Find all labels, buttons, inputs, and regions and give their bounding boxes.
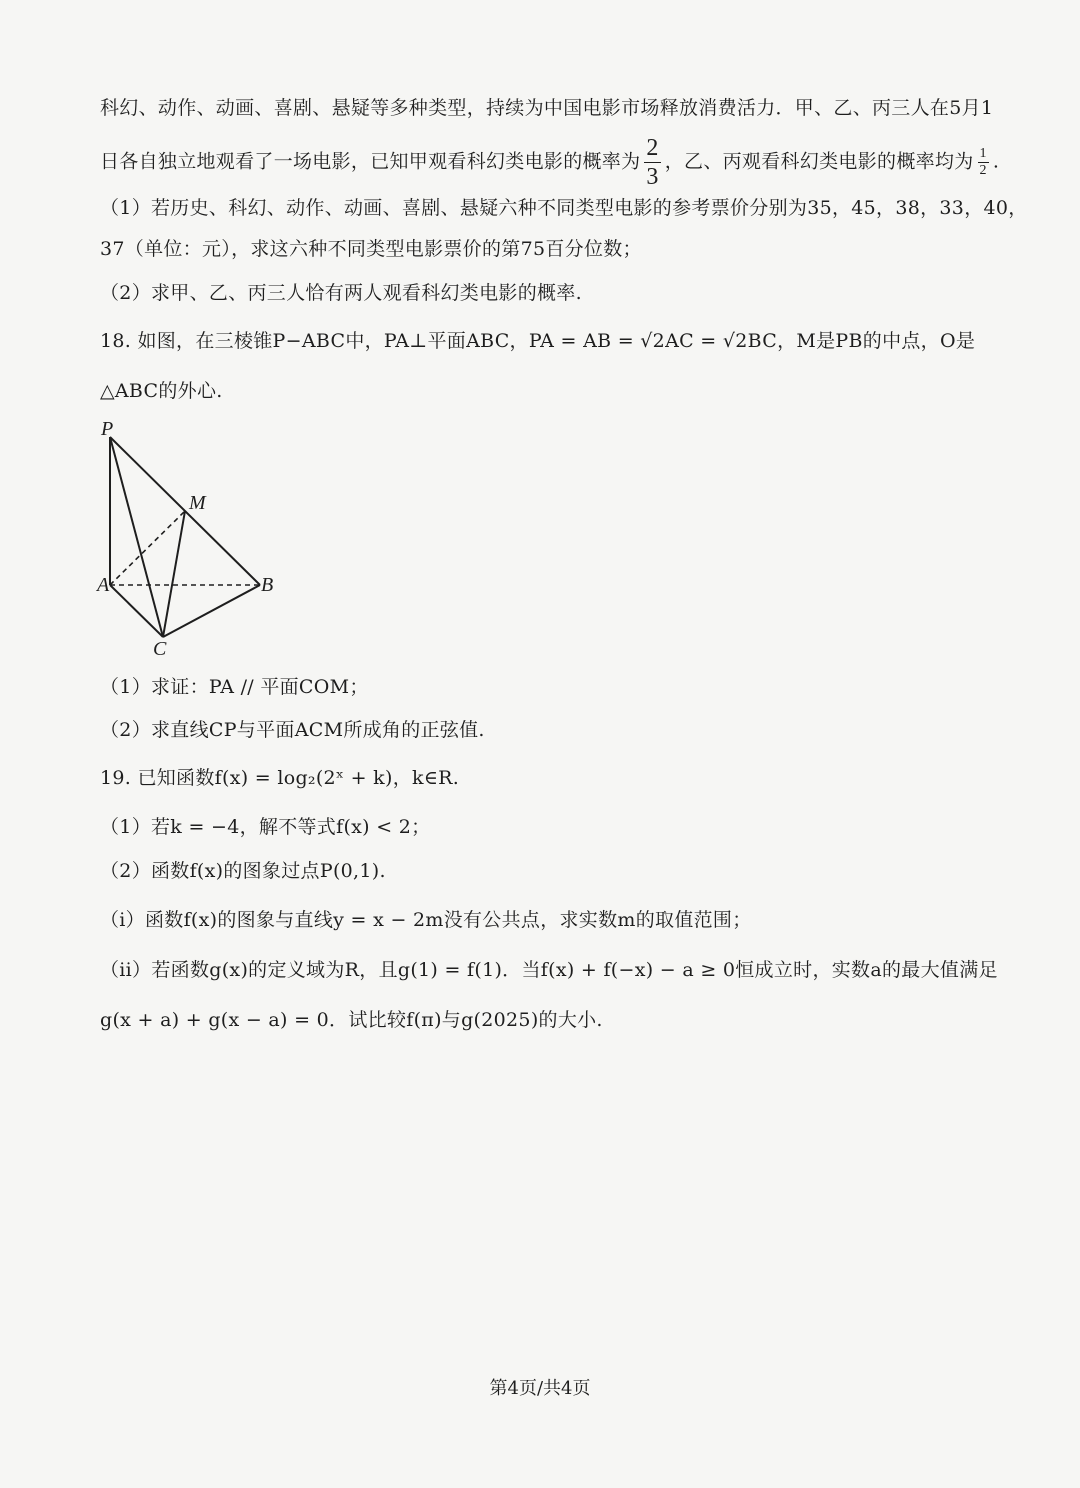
edge-mc — [163, 511, 185, 637]
q17-part2 — [100, 279, 990, 307]
q19-part2-i-text: （i）函数f(x)的图象与直线y = x − 2m没有公共点，求实数m的取值范围； — [100, 909, 752, 931]
q18-stem-text-1: 18. 如图，在三棱锥P−ABC中，PA⊥平面ABC，PA = AB = √2AC = √2BC，M是PB的中点，O是 — [100, 330, 976, 352]
pyramid-diagram — [95, 415, 295, 660]
q18-part1-text: （1）求证：PA // 平面COM； — [100, 676, 369, 698]
q19-stem-text: 19. 已知函数f(x) = log₂(2ˣ + k)，k∈R. — [100, 767, 460, 789]
fraction-two-thirds — [644, 136, 660, 189]
q18-part1 — [100, 673, 990, 701]
vertex-label-b: B — [261, 574, 274, 596]
q17-intro-text-3: ，乙、丙观看科幻类电影的概率均为 — [664, 150, 974, 173]
q17-intro-line1 — [100, 94, 994, 122]
edge-pc — [110, 437, 163, 637]
q17-intro-text-2: 日各自独立地观看了一场电影，已知甲观看科幻类电影的概率为 — [100, 150, 641, 173]
vertex-label-a: A — [97, 574, 110, 596]
q19-part2-ii-text-1: （ii）若函数g(x)的定义域为R，且g(1) = f(1)．当f(x) + f(−x) − a ≥ 0恒成立时，实数a的最大值满足 — [100, 959, 998, 981]
edge-ac — [110, 585, 163, 637]
vertex-label-m: M — [189, 492, 206, 514]
vertex-label-c: C — [153, 638, 167, 660]
q17-part1-line2 — [100, 235, 990, 263]
q17-intro-line2 — [100, 135, 1000, 190]
q19-part2-text: （2）函数f(x)的图象过点P(0,1). — [100, 860, 386, 882]
q17-part1-text-2: 37（单位：元），求这六种不同类型电影票价的第75百分位数； — [100, 238, 642, 260]
q19-part2-ii-line2 — [100, 1006, 990, 1034]
edge-cb — [163, 585, 260, 637]
page-footer — [0, 1376, 1080, 1402]
q17-part1-text-1: （1）若历史、科幻、动作、动画、喜剧、悬疑六种不同类型电影的参考票价分别为35，45，38，33，40， — [100, 197, 1028, 219]
fraction-numerator: 2 — [646, 135, 659, 161]
q19-part2-ii-line1 — [100, 956, 998, 984]
q18-part2 — [100, 716, 990, 744]
q17-intro-text-1: 科幻、动作、动画、喜剧、悬疑等多种类型，持续为中国电影市场释放消费活力．甲、乙、丙三人在5月1 — [100, 97, 994, 119]
page-number: 第4页/共4页 — [489, 1378, 591, 1399]
vertex-label-p: P — [101, 418, 114, 440]
q19-part2-ii-text-2: g(x + a) + g(x − a) = 0．试比较f(π)与g(2025)的大小. — [100, 1009, 603, 1031]
q18-stem-line1 — [100, 327, 990, 355]
fraction-numerator: 1 — [979, 146, 987, 161]
q19-part2 — [100, 857, 990, 885]
q18-part2-text: （2）求直线CP与平面ACM所成角的正弦值. — [100, 719, 485, 741]
q18-stem-line2 — [100, 377, 990, 405]
q19-part1-text: （1）若k = −4，解不等式f(x) < 2； — [100, 816, 431, 838]
q17-part1-line1 — [100, 194, 1028, 222]
fraction-denominator: 3 — [646, 164, 659, 190]
q19-part2-i — [100, 906, 990, 934]
fraction-one-half — [978, 147, 989, 178]
fraction-denominator: 2 — [979, 163, 987, 178]
q17-intro-text-4: . — [992, 150, 1000, 173]
q19-stem — [100, 764, 990, 792]
q17-part2-text: （2）求甲、乙、丙三人恰有两人观看科幻类电影的概率. — [100, 282, 582, 304]
q19-part1 — [100, 813, 990, 841]
q18-stem-text-2: △ABC的外心. — [100, 380, 223, 402]
